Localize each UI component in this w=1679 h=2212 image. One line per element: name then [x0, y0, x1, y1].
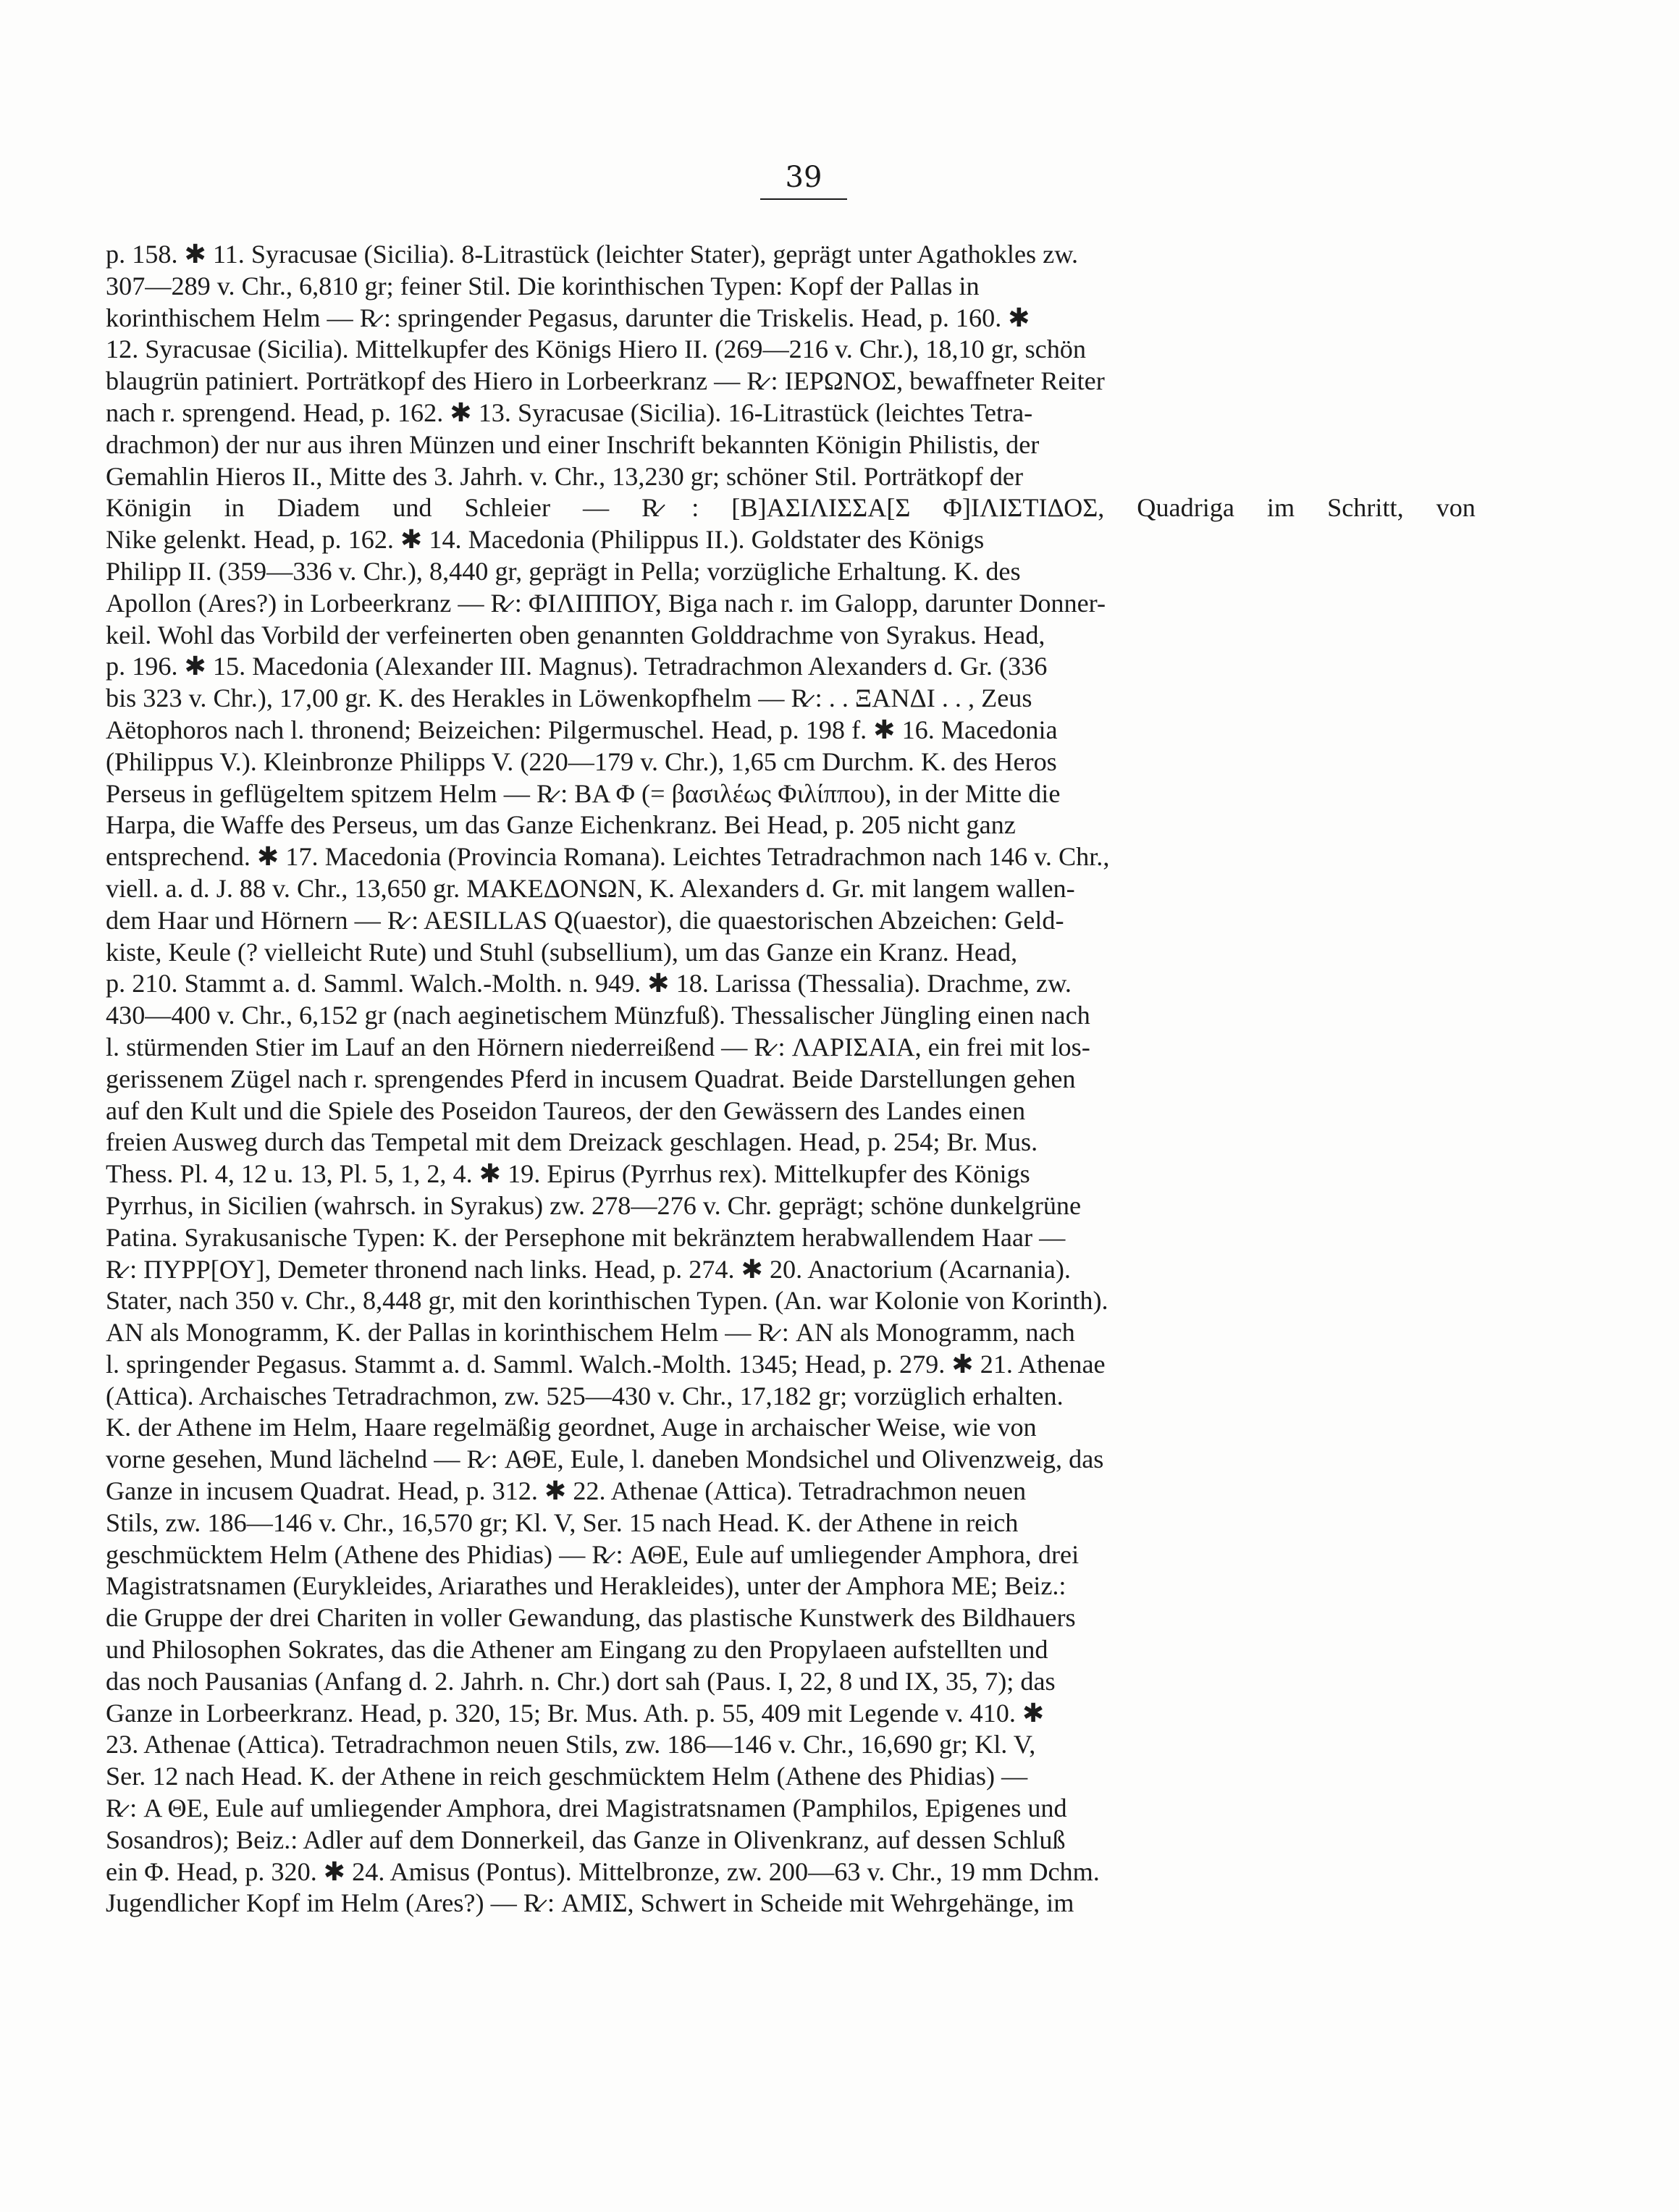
text-line: Sosandros); Beiz.: Adler auf dem Donnerkeil, das Ganze in Olivenkranz, auf dessen Schluß — [106, 1825, 1066, 1854]
text-line: vorne gesehen, Mund lächelnd — R̷ : ΑΘΕ, Eule, l. daneben Mondsichel und Olivenzweig, das — [106, 1444, 1104, 1474]
text-line: Magistratsnamen (Eurykleides, Ariarathes und Herakleides), unter der Amphora ΜΕ; Beiz.: — [106, 1571, 1066, 1601]
text-line: geschmücktem Helm (Athene des Phidias) — R̷ : ΑΘΕ, Eule auf umliegender Amphora, drei — [106, 1539, 1080, 1569]
text-line: l. stürmenden Stier im Lauf an den Hörnern niederreißend — R̷ : ΛΑΡΙΣΑΙΑ, ein frei mit los- — [106, 1032, 1090, 1061]
text-line: die Gruppe der drei Chariten in voller Gewandung, das plastische Kunstwerk des Bildhauers — [106, 1603, 1076, 1633]
text-line: freien Ausweg durch das Tempetal mit dem Dreizack geschlagen. Head, p. 254; Br. Mus. — [106, 1127, 1038, 1157]
text-line: Thess. Pl. 4, 12 u. 13, Pl. 5, 1, 2, 4. ✱ 19. Epirus (Pyrrhus rex). Mittelkupfer des Königs — [106, 1159, 1030, 1189]
text-line: blaugrün patiniert. Porträtkopf des Hiero in Lorbeerkranz — R̷ : ΙΕΡΩΝΟΣ, bewaffneter Reiter — [106, 366, 1105, 396]
text-line: p. 196. ✱ 15. Macedonia (Alexander III. Magnus). Tetradrachmon Alexanders d. Gr. (336 — [106, 652, 1048, 681]
text-line: Philipp II. (359—336 v. Chr.), 8,440 gr, geprägt in Pella; vorzügliche Erhaltung. K. des — [106, 556, 1021, 586]
text-line: (Philippus V.). Kleinbronze Philipps V. (220—179 v. Chr.), 1,65 cm Durchm. K. des Heros — [106, 747, 1057, 776]
text-line: Ganze in Lorbeerkranz. Head, p. 320, 15; Br. Mus. Ath. p. 55, 409 mit Legende v. 410. ✱ — [106, 1698, 1045, 1728]
text-line: viell. a. d. J. 88 v. Chr., 13,650 gr. ΜΑΚΕΔΟΝΩΝ, K. Alexanders d. Gr. mit langem wallen- — [106, 873, 1075, 903]
text-line: Pyrrhus, in Sicilien (wahrsch. in Syrakus) zw. 278—276 v. Chr. geprägt; schöne dunkelgrüne — [106, 1190, 1082, 1220]
text-line: gerissenem Zügel nach r. sprengendes Pferd in incusem Quadrat. Beide Darstellungen gehen — [106, 1064, 1076, 1093]
text-line: Patina. Syrakusanische Typen: K. der Persephone mit bekränztem herabwallendem Haar — — [106, 1222, 1066, 1252]
text-line: Jugendlicher Kopf im Helm (Ares?) — R̷ : ΑΜΙΣ, Schwert in Scheide mit Wehrgehänge, im — [106, 1888, 1074, 1918]
text-line: drachmon) der nur aus ihren Münzen und einer Inschrift bekannten Königin Philistis, der — [106, 429, 1040, 459]
catalogue-text — [106, 239, 1476, 2150]
text-line: 307—289 v. Chr., 6,810 gr; feiner Stil. Die korinthischen Typen: Kopf der Pallas in — [106, 271, 980, 300]
text-line: ΑΝ als Monogramm, K. der Pallas in korinthischem Helm — R̷ : ΑΝ als Monogramm, nach — [106, 1318, 1075, 1347]
text-line: bis 323 v. Chr.), 17,00 gr. K. des Herakles in Löwenkopfhelm — R̷ : . . ΞΑΝΔΙ . . , Zeus — [106, 684, 1032, 713]
text-line: kiste, Keule (? vielleicht Rute) und Stuhl (subsellium), um das Ganze ein Kranz. Head, — [106, 937, 1018, 967]
text-line: das noch Pausanias (Anfang d. 2. Jahrh. n. Chr.) dort sah (Paus. I, 22, 8 und IX, 35, 7); das — [106, 1666, 1056, 1696]
text-line: Perseus in geflügeltem spitzem Helm — R̷ : ΒΑ Φ (= βασιλέως Φιλίππου), in der Mitte die — [106, 778, 1061, 808]
page-number: 39 — [760, 161, 847, 200]
text-line: p. 210. Stammt a. d. Samml. Walch.-Molth. n. 949. ✱ 18. Larissa (Thessalia). Drachme, zw. — [106, 969, 1072, 998]
text-line: ein Φ. Head, p. 320. ✱ 24. Amisus (Pontus). Mittelbronze, zw. 200—63 v. Chr., 19 mm Dchm. — [106, 1856, 1100, 1886]
text-line: Apollon (Ares?) in Lorbeerkranz — R̷ : ΦΙΛΙΠΠΟΥ, Biga nach r. im Galopp, darunter Donner- — [106, 588, 1106, 618]
text-line: Aëtophoros nach l. thronend; Beizeichen: Pilgermuschel. Head, p. 198 f. ✱ 16. Macedonia — [106, 715, 1058, 744]
text-line: Ser. 12 nach Head. K. der Athene in reich geschmücktem Helm (Athene des Phidias) — — [106, 1762, 1028, 1791]
text-line: p. 158. ✱ 11. Syracusae (Sicilia). 8-Litrastück (leichter Stater), geprägt unter Agathokles zw. — [106, 240, 1079, 269]
text-line: Stater, nach 350 v. Chr., 8,448 gr, mit den korinthischen Typen. (An. war Kolonie von Korinth). — [106, 1286, 1108, 1316]
text-line: 12. Syracusae (Sicilia). Mittelkupfer des Königs Hiero II. (269—216 v. Chr.), 18,10 gr, schön — [106, 335, 1086, 364]
text-line: entsprechend. ✱ 17. Macedonia (Provincia Romana). Leichtes Tetradrachmon nach 146 v. Chr., — [106, 842, 1110, 872]
text-line: R̷ : ΠΥΡΡ[ΟΥ], Demeter thronend nach links. Head, p. 274. ✱ 20. Anactorium (Acarnania). — [106, 1254, 1071, 1284]
text-line: 430—400 v. Chr., 6,152 gr (nach aeginetischem Münzfuß). Thessalischer Jüngling einen nach — [106, 1001, 1090, 1030]
text-line: korinthischem Helm — R̷ : springender Pegasus, darunter die Triskelis. Head, p. 160. ✱ — [106, 303, 1030, 332]
text-line: dem Haar und Hörnern — R̷ : AESILLAS Q(uaestor), die quaestorischen Abzeichen: Geld- — [106, 905, 1064, 935]
text-line: 23. Athenae (Attica). Tetradrachmon neuen Stils, zw. 186—146 v. Chr., 16,690 gr; Kl. V, — [106, 1730, 1036, 1759]
text-line: l. springender Pegasus. Stammt a. d. Samml. Walch.-Molth. 1345; Head, p. 279. ✱ 21. Athenae — [106, 1349, 1106, 1379]
text-line: Nike gelenkt. Head, p. 162. ✱ 14. Macedonia (Philippus II.). Goldstater des Königs — [106, 525, 985, 555]
text-line: Königin in Diadem und Schleier — R̷ : [Β]ΑΣΙΛΙΣΣΑ[Σ Φ]ΙΛΙΣΤΙΔΟΣ, Quadriga im Schritt, von — [106, 493, 1476, 523]
text-line: Ganze in incusem Quadrat. Head, p. 312. ✱ 22. Athenae (Attica). Tetradrachmon neuen — [106, 1476, 1027, 1506]
text-line: K. der Athene im Helm, Haare regelmäßig geordnet, Auge in archaischer Weise, wie von — [106, 1413, 1037, 1442]
text-line: und Philosophen Sokrates, das die Athener am Eingang zu den Propylaeen aufstellten und — [106, 1635, 1048, 1665]
text-line: Gemahlin Hieros II., Mitte des 3. Jahrh. v. Chr., 13,230 gr; schöner Stil. Porträtkopf der — [106, 461, 1024, 491]
text-line: (Attica). Archaisches Tetradrachmon, zw. 525—430 v. Chr., 17,182 gr; vorzüglich erhalten. — [106, 1381, 1064, 1410]
text-line: Stils, zw. 186—146 v. Chr., 16,570 gr; Kl. V, Ser. 15 nach Head. K. der Athene in reich — [106, 1507, 1019, 1537]
text-line: auf den Kult und die Spiele des Poseidon Taureos, der den Gewässern des Landes einen — [106, 1096, 1026, 1125]
text-line: keil. Wohl das Vorbild der verfeinerten oben genannten Golddrachme von Syrakus. Head, — [106, 620, 1045, 649]
text-line: Harpa, die Waffe des Perseus, um das Ganze Eichenkranz. Bei Head, p. 205 nicht ganz — [106, 810, 1016, 840]
text-line: nach r. sprengend. Head, p. 162. ✱ 13. Syracusae (Sicilia). 16-Litrastück (leichtes Tetra- — [106, 398, 1033, 427]
text-line: R̷ : Α ΘΕ, Eule auf umliegender Amphora, drei Magistratsnamen (Pamphilos, Epigenes und — [106, 1793, 1067, 1823]
